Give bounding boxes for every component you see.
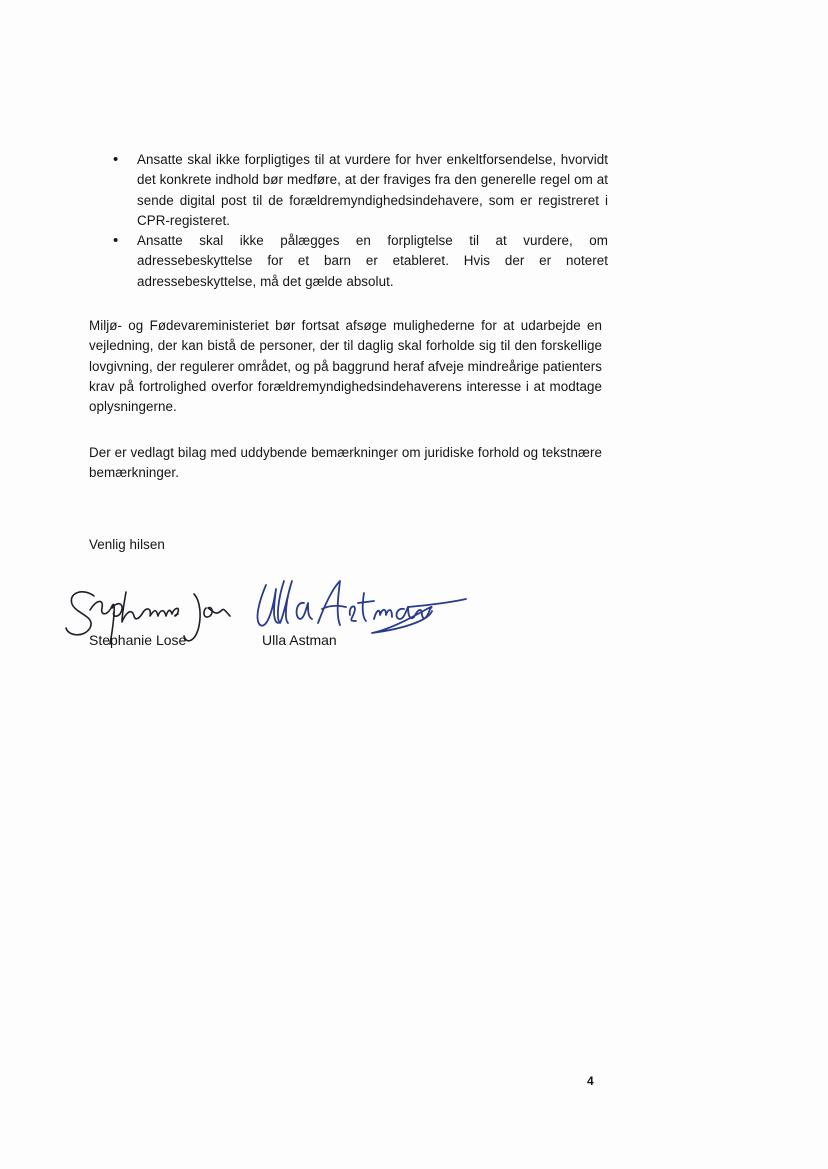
- paragraph-guidance: Miljø- og Fødevareministeriet bør fortsat afsøge mulighederne for at udarbejde en vejledning, der kan bistå de personer, der til daglig skal forholde sig til den forskellige lovgivning, der regulerer området, og på baggrund heraf afveje mindreårige patienters krav på fortrolighed overfor forældremyndighedsindehaverens interesse i at modtage oplysningerne.: [89, 318, 602, 415]
- bullet-item: • Ansatte skal ikke pålægges en forpligtelse til at vurdere, om adressebeskyttelse for et barn er etableret. Hvis der er noteret adressebeskyttelse, må det gælde absolut.: [113, 231, 608, 292]
- closing-salutation: Venlig hilsen: [89, 537, 165, 552]
- signatory-name: Stephanie Lose: [89, 632, 187, 648]
- bullet-item: • Ansatte skal ikke forpligtiges til at vurdere for hver enkeltforsendelse, hvorvidt det konkrete indhold bør medføre, at der fraviges fra den generelle regel om at sende digital post til de forældremyndighedsindehavere, som er registreret i CPR-registeret.: [113, 150, 608, 231]
- paragraph-attachment: Der er vedlagt bilag med uddybende bemærkninger om juridiske forhold og tekstnære bemærkninger.: [89, 445, 602, 481]
- bullet-list: [113, 150, 608, 292]
- signatory-name: Ulla Astman: [262, 632, 337, 648]
- signature-stephanie-lose: [60, 582, 235, 662]
- page-number: 4: [587, 1074, 594, 1088]
